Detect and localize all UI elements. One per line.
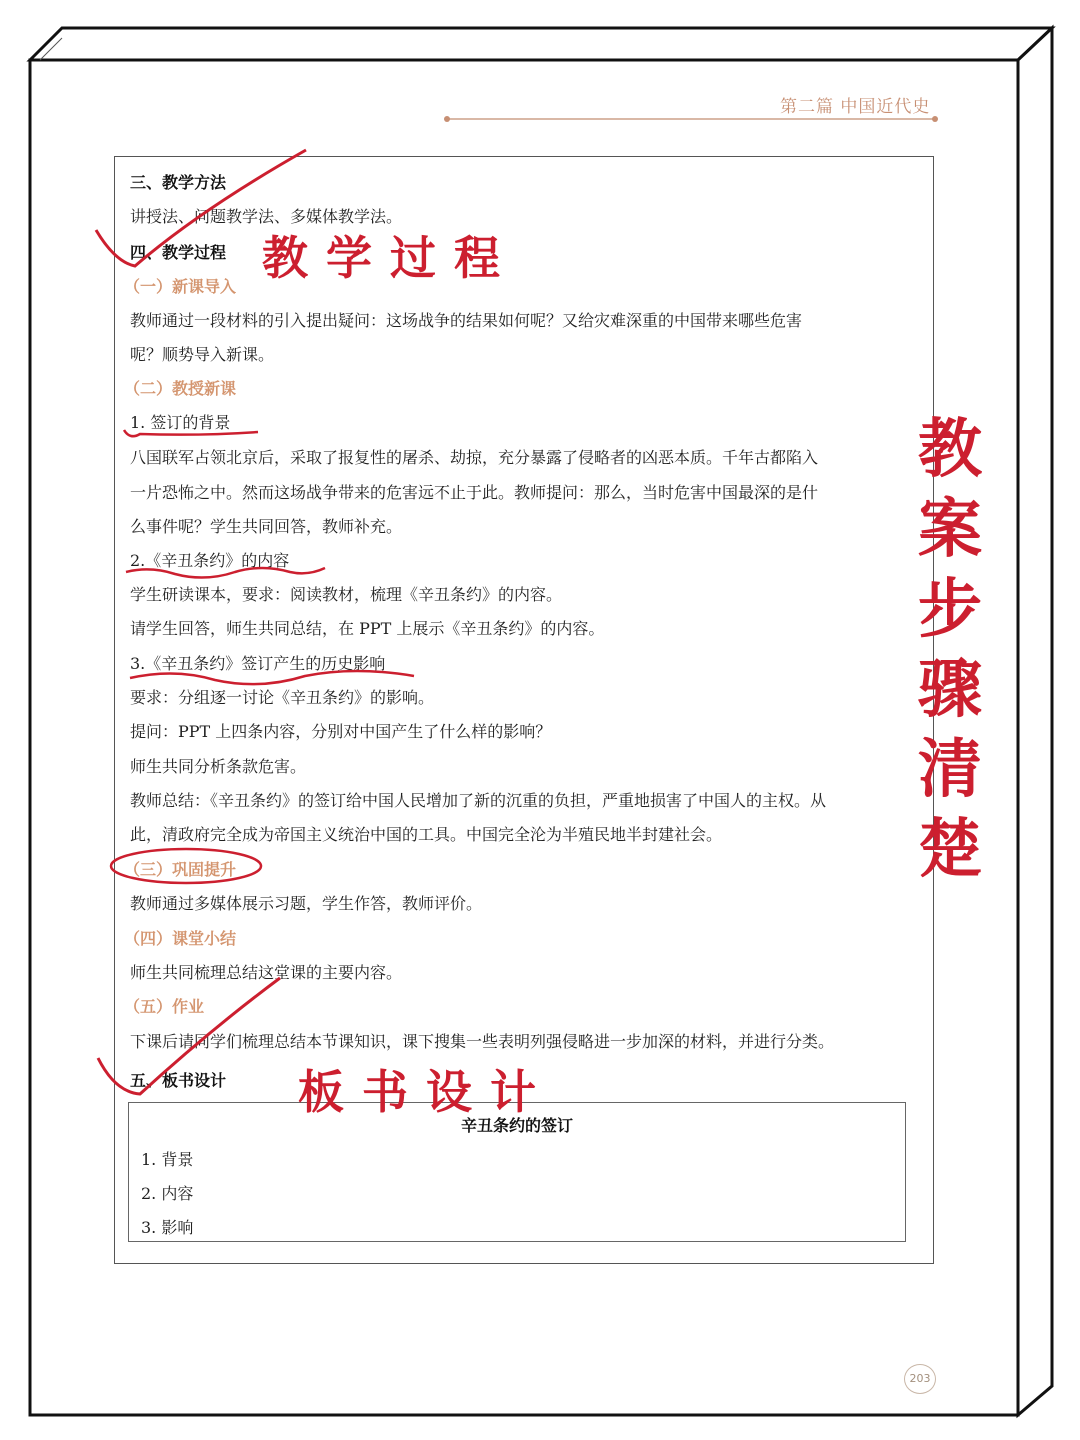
board-heading: 五、板书设计 [130, 1071, 227, 1090]
content-text-line-1: 学生研读课本，要求：阅读教材，梳理《辛丑条约》的内容。 [130, 585, 563, 604]
handwritten-note-board: 板书设计 [298, 1065, 554, 1119]
chapter-header: 第二篇 中国近代史 [780, 97, 931, 117]
background-text-line-1: 八国联军占领北京后，采取了报复性的屠杀、劫掠，充分暴露了侵略者的凶恶本质。千年古都陷入 [130, 448, 819, 467]
background-text-line-2: 一片恐怖之中。然而这场战争带来的危害远不止于此。教师提问：那么，当时危害中国最深的是什 [130, 483, 819, 502]
handwritten-note-process: 教学过程 [262, 231, 518, 285]
header-rule [446, 118, 936, 120]
intro-heading: （一）新课导入 [124, 277, 237, 296]
board-title: 辛丑条约的签订 [460, 1116, 573, 1135]
homework-text: 下课后请同学们梳理总结本节课知识，课下搜集一些表明列强侵略进一步加深的材料，并进行分类。 [130, 1032, 835, 1051]
background-text-line-3: 么事件呢？学生共同回答，教师补充。 [130, 517, 403, 536]
methods-heading: 三、教学方法 [130, 173, 227, 192]
board-item-content: 2. 内容 [141, 1184, 194, 1203]
background-heading: 1. 签订的背景 [130, 413, 231, 432]
consolidate-text: 教师通过多媒体展示习题，学生作答，教师评价。 [130, 894, 483, 913]
board-item-background: 1. 背景 [141, 1150, 194, 1169]
content-text-line-2: 请学生回答，师生共同总结，在 PPT 上展示《辛丑条约》的内容。 [130, 619, 605, 638]
board-item-impact: 3. 影响 [141, 1218, 194, 1237]
intro-text-line-2: 呢？顺势导入新课。 [130, 345, 275, 364]
summary-text: 师生共同梳理总结这堂课的主要内容。 [130, 963, 403, 982]
handwritten-note-steps: 教案步骤清楚 [918, 413, 982, 887]
page-number: 203 [904, 1364, 936, 1394]
intro-text-line-1: 教师通过一段材料的引入提出疑问：这场战争的结果如何呢？又给灾难深重的中国带来哪些危害 [130, 311, 803, 330]
process-heading: 四、教学过程 [130, 243, 227, 262]
impact-text-line-3: 师生共同分析条款危害。 [130, 757, 307, 776]
header-rule-dot-right [932, 116, 938, 122]
header-rule-dot-left [444, 116, 450, 122]
impact-text-line-5: 此，清政府完全成为帝国主义统治中国的工具。中国完全沦为半殖民地半封建社会。 [130, 825, 723, 844]
impact-heading: 3.《辛丑条约》签订产生的历史影响 [130, 654, 386, 673]
impact-text-line-1: 要求：分组逐一讨论《辛丑条约》的影响。 [130, 688, 435, 707]
teach-heading: （二）教授新课 [124, 379, 237, 398]
summary-heading: （四）课堂小结 [124, 929, 237, 948]
impact-text-line-4: 教师总结：《辛丑条约》的签订给中国人民增加了新的沉重的负担，严重地损害了中国人的主权。从 [130, 791, 827, 810]
methods-text: 讲授法、问题教学法、多媒体教学法。 [130, 207, 403, 226]
homework-heading: （五）作业 [124, 997, 205, 1016]
content-heading: 2.《辛丑条约》的内容 [130, 551, 290, 570]
consolidate-heading: （三）巩固提升 [124, 860, 237, 879]
board-design-box [128, 1102, 906, 1242]
impact-text-line-2: 提问：PPT 上四条内容，分别对中国产生了什么样的影响？ [130, 722, 552, 741]
